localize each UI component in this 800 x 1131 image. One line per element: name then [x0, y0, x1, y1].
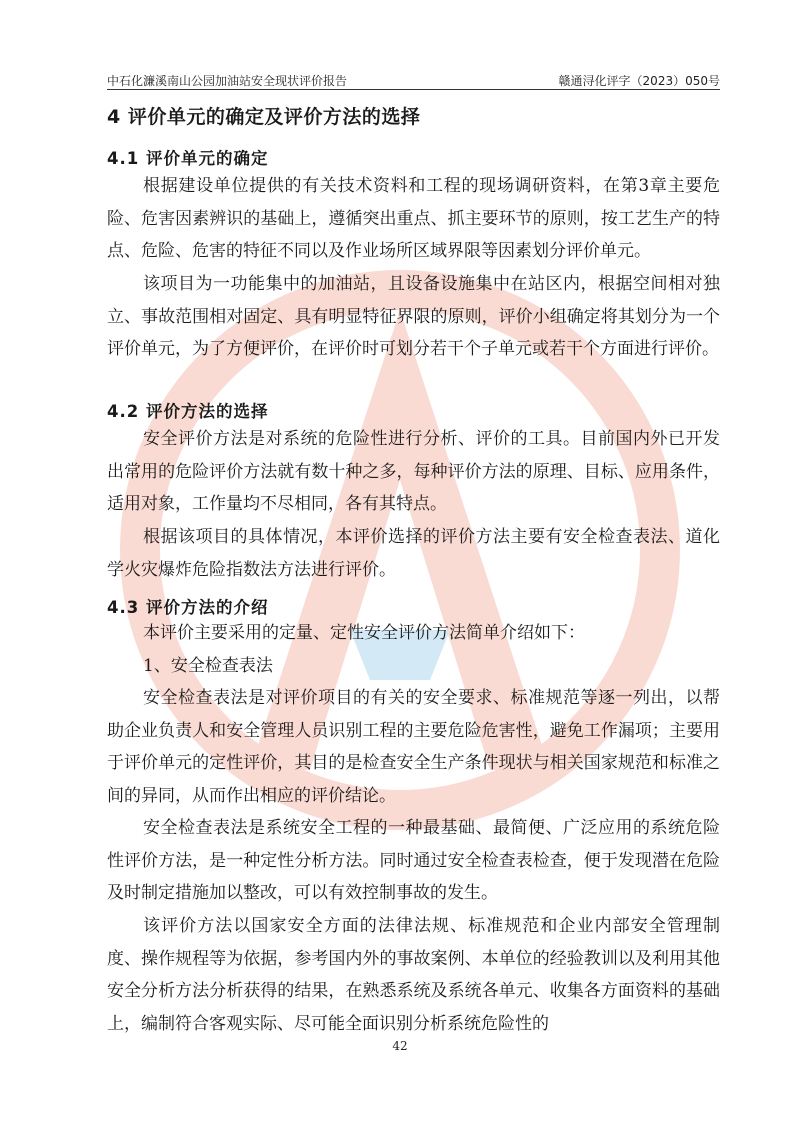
paragraph: 该项目为一功能集中的加油站，且设备设施集中在站区内，根据空间相对独立、事故范围相对固定、具有明显特征界限的原则，评价小组确定将其划分为一个评价单元，为了方便评价，在评价时可划分若干个子单元或若干个方面进行评价。 [107, 274, 720, 360]
page-number: 42 [392, 1039, 408, 1053]
chapter-title: 4 评价单元的确定及评价方法的选择 [107, 106, 421, 128]
report-number-header: 赣通浔化评字（2023）050号 [558, 74, 720, 88]
paragraph: 安全检查表法是对评价项目的有关的安全要求、标准规范等逐一列出，以帮助企业负责人和安全管理人员识别工程的主要危险危害性，避免工作漏项；主要用于评价单元的定性评价，其目的是检查安全生产条件现状与相关国家规范和标准之间的异同，从而作出相应的评价结论。 [107, 688, 720, 806]
section-title-4-3: 4.3 评价方法的介绍 [107, 598, 269, 617]
page-header [107, 72, 720, 88]
paragraph: 安全检查表法是系统安全工程的一种最基础、最简便、广泛应用的系统危险性评价方法，是一种定性分析方法。同时通过安全检查表检查，便于发现潜在危险及时制定措施加以整改，可以有效控制事故的发生。 [107, 818, 720, 904]
paragraph: 该评价方法以国家安全方面的法律法规、标准规范和企业内部安全管理制度、操作规程等为依据，参考国内外的事故案例、本单位的经验教训以及利用其他安全分析方法分析获得的结果，在熟悉系统及系统各单元、收集各方面资料的基础上，编制符合客观实际、尽可能全面识别分析系统危险性的 [107, 916, 720, 1034]
paragraph: 根据建设单位提供的有关技术资料和工程的现场调研资料，在第3章主要危险、危害因素辨识的基础上，遵循突出重点、抓主要环节的原则，按工艺生产的特点、危险、危害的特征不同以及作业场所区域界限等因素划分评价单元。 [107, 176, 720, 262]
paragraph: 本评价主要采用的定量、定性安全评价方法简单介绍如下： [143, 623, 585, 643]
section-title-4-2: 4.2 评价方法的选择 [107, 402, 269, 421]
paragraph: 根据该项目的具体情况，本评价选择的评价方法主要有安全检查表法、道化学火灾爆炸危险指数法方法进行评价。 [107, 527, 720, 580]
subheading-checklist-method: 1、安全检查表法 [143, 656, 273, 676]
section-title-4-1: 4.1 评价单元的确定 [107, 149, 269, 168]
report-title-header: 中石化濂溪南山公园加油站安全现状评价报告 [107, 74, 348, 88]
header-divider [107, 89, 720, 90]
paragraph: 安全评价方法是对系统的危险性进行分析、评价的工具。目前国内外已开发出常用的危险评价方法就有数十种之多，每种评价方法的原理、目标、应用条件，适用对象，工作量均不尽相同，各有其特点。 [107, 429, 720, 515]
